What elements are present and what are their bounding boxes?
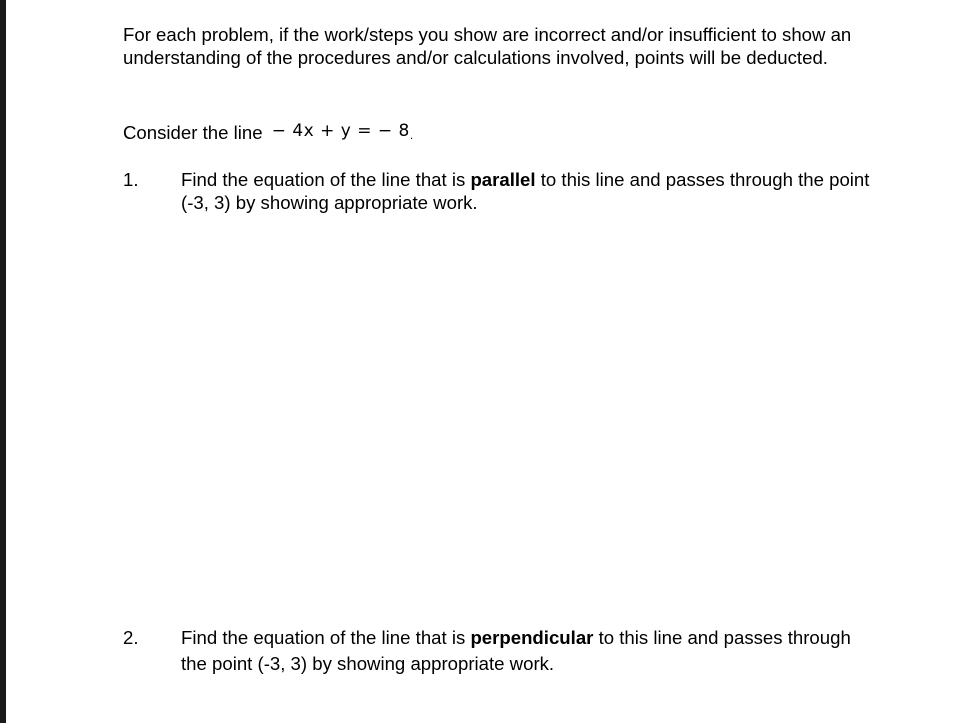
problem-text-after: to this line and passes through the point (-3, 3) by showing appropriate work. bbox=[181, 627, 851, 674]
problem-keyword: parallel bbox=[470, 169, 536, 190]
problem-text-before: Find the equation of the line that is bbox=[181, 169, 471, 190]
problem-number: 2. bbox=[123, 627, 139, 648]
document-page bbox=[6, 0, 964, 723]
problem-text bbox=[181, 625, 881, 676]
line-equation: − 4x + y = − 8 bbox=[271, 121, 410, 141]
equation-period: . bbox=[409, 128, 414, 142]
problem-text-before: Find the equation of the line that is bbox=[181, 627, 471, 648]
instructions-paragraph: For each problem, if the work/steps you show are incorrect and/or insufficient to show an understanding of the procedures and/or calculations involved, points will be deducted. bbox=[123, 24, 852, 68]
consider-line bbox=[123, 122, 413, 146]
consider-prefix: Consider the line bbox=[123, 122, 263, 143]
problem-number: 1. bbox=[123, 169, 139, 190]
problem-keyword: perpendicular bbox=[470, 627, 594, 648]
problem-text-after: to this line and passes through the point (-3, 3) by showing appropriate work. bbox=[181, 169, 870, 213]
problem-text bbox=[181, 169, 881, 214]
